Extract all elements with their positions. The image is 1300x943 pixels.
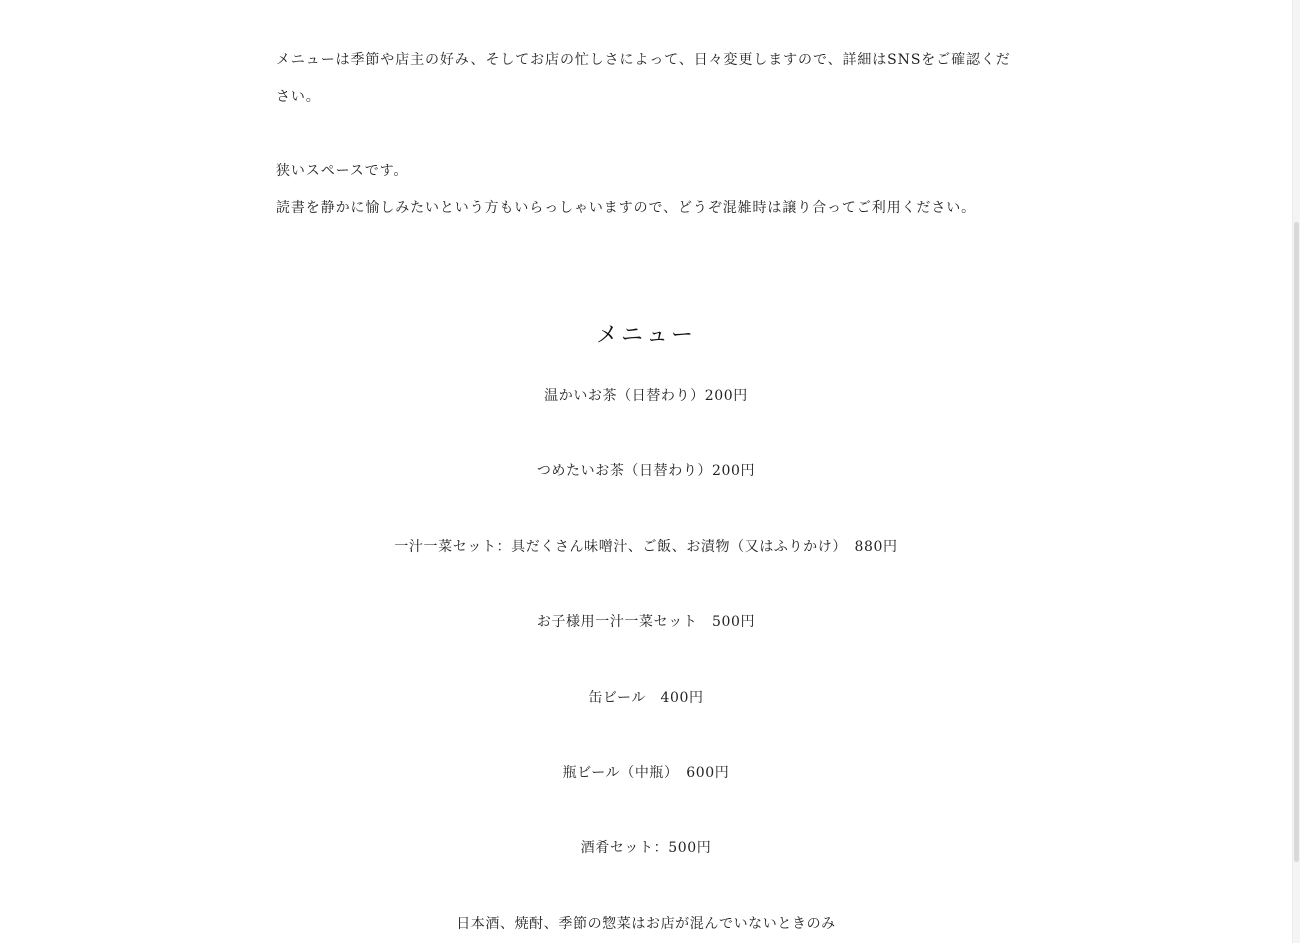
menu-item-sake-note: 日本酒、焼酎、季節の惣菜はお店が混んでいないときのみ bbox=[456, 915, 836, 932]
intro-reading-note: 読書を静かに愉しみたいという方もいらっしゃいますので、どうぞ混雑時は譲り合ってご利用ください。 bbox=[276, 199, 977, 216]
scrollbar-thumb[interactable] bbox=[1294, 222, 1299, 862]
menu-item-cold-tea: つめたいお茶（日替わり）200円 bbox=[536, 463, 756, 480]
menu-item-kids-set: お子様用一汁一菜セット 500円 bbox=[536, 614, 756, 631]
menu-item-hot-tea: 温かいお茶（日替わり）200円 bbox=[544, 388, 748, 404]
menu-item-snack-set: 酒肴セット：500円 bbox=[580, 840, 712, 857]
main-content bbox=[276, 42, 1016, 932]
intro-menu-note: メニューは季節や店主の好み、そしてお店の忙しさによって、日々変更しますので、詳細はSNSをご確認ください。 bbox=[276, 52, 1011, 105]
menu-item-canned-beer: 缶ビール 400円 bbox=[588, 689, 704, 706]
vertical-scrollbar[interactable] bbox=[1292, 0, 1300, 943]
intro-section bbox=[276, 42, 1016, 226]
intro-space-note: 狭いスペースです。 bbox=[276, 163, 409, 179]
menu-list bbox=[276, 382, 1016, 943]
menu-item-bottled-beer: 瓶ビール（中瓶） 600円 bbox=[562, 764, 730, 781]
menu-item-ichiju-issai-set: 一汁一菜セット：具だくさん味噌汁、ご飯、お漬物（又はふりかけ） 880円 bbox=[394, 538, 898, 555]
menu-title: メニュー bbox=[595, 323, 696, 348]
paragraph-gap bbox=[276, 115, 1016, 153]
